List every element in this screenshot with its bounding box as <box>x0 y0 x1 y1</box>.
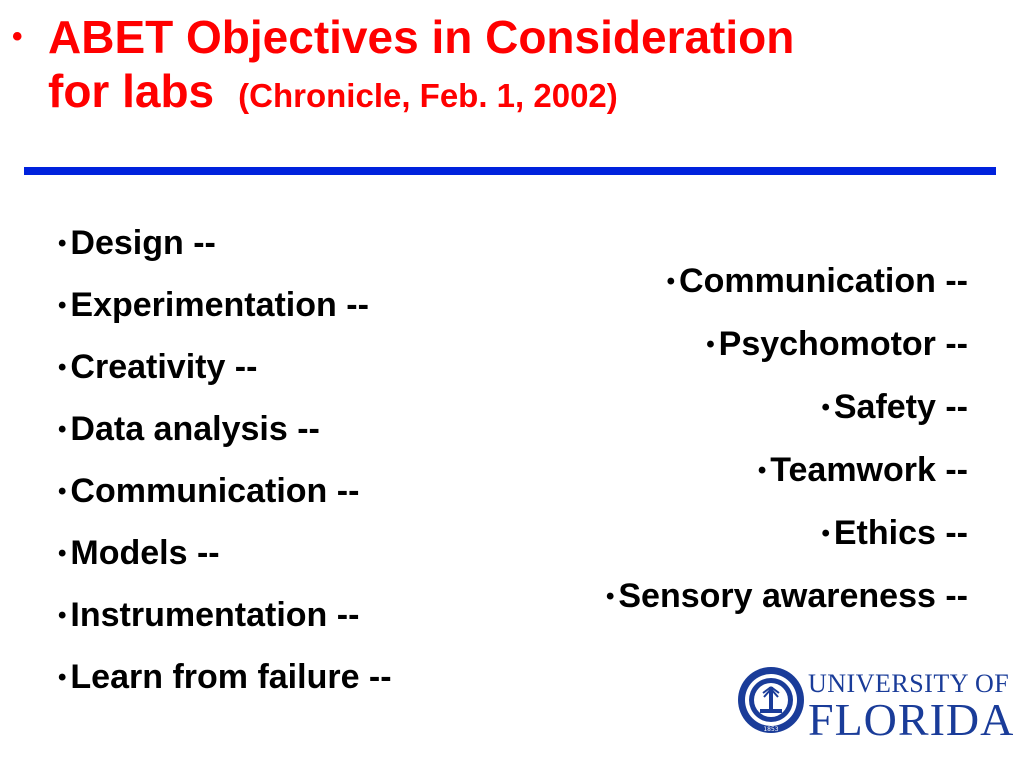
left-objectives-list <box>58 212 392 708</box>
right-objectives-list <box>606 250 968 628</box>
bullet-icon: • <box>821 520 830 547</box>
list-item-label: Communication -- <box>679 262 968 300</box>
university-of-florida-logo <box>728 657 1023 767</box>
title-line-2-text: for labs <box>48 65 215 117</box>
bullet-icon: • <box>58 664 67 691</box>
list-item-label: Learn from failure -- <box>70 658 392 696</box>
list-item <box>606 439 968 502</box>
bullet-icon: • <box>58 540 67 567</box>
list-item-label: Models -- <box>70 534 220 572</box>
bullet-icon: • <box>605 583 615 610</box>
list-item-label: Teamwork -- <box>770 451 968 489</box>
title-subtitle: (Chronicle, Feb. 1, 2002) <box>238 77 618 114</box>
slide-title <box>10 10 1000 123</box>
bullet-icon: • <box>666 268 676 295</box>
list-item <box>606 250 968 313</box>
list-item <box>58 460 392 522</box>
list-item <box>606 502 968 565</box>
logo-university-of: UNIVERSITY OF <box>808 669 1010 698</box>
bullet-icon: • <box>58 478 67 505</box>
list-item-label: Safety -- <box>833 388 968 426</box>
bullet-icon: • <box>58 602 67 629</box>
university-seal-icon <box>736 665 806 735</box>
bullet-icon: • <box>58 416 67 443</box>
seal-year: 1853 <box>763 726 779 733</box>
list-item <box>58 398 392 460</box>
list-item <box>606 313 968 376</box>
list-item <box>58 336 392 398</box>
list-item-label: Creativity -- <box>70 348 258 386</box>
title-divider <box>24 167 996 175</box>
list-item-label: Design -- <box>70 224 216 262</box>
bullet-icon: • <box>58 230 67 257</box>
list-item-label: Instrumentation -- <box>70 596 360 634</box>
list-item <box>58 212 392 274</box>
list-item <box>58 646 392 708</box>
list-item <box>58 522 392 584</box>
list-item-label: Ethics -- <box>833 514 968 552</box>
list-item-label: Experimentation -- <box>70 286 369 324</box>
title-bullet: • <box>12 20 23 53</box>
bullet-icon: • <box>58 354 67 381</box>
title-line-2 <box>10 64 1000 123</box>
list-item-label: Sensory awareness -- <box>618 577 968 615</box>
list-item <box>58 584 392 646</box>
bullet-icon: • <box>821 394 830 421</box>
bullet-icon: • <box>757 457 767 484</box>
list-item <box>606 376 968 439</box>
bullet-icon: • <box>706 331 715 358</box>
list-item <box>606 565 968 628</box>
list-item-label: Psychomotor -- <box>718 325 968 363</box>
title-line-1: ABET Objectives in Consideration <box>48 11 795 63</box>
list-item-label: Communication -- <box>70 472 360 510</box>
list-item-label: Data analysis -- <box>70 410 320 448</box>
bullet-icon: • <box>58 292 67 319</box>
list-item <box>58 274 392 336</box>
logo-florida: FLORIDA <box>808 694 1015 745</box>
